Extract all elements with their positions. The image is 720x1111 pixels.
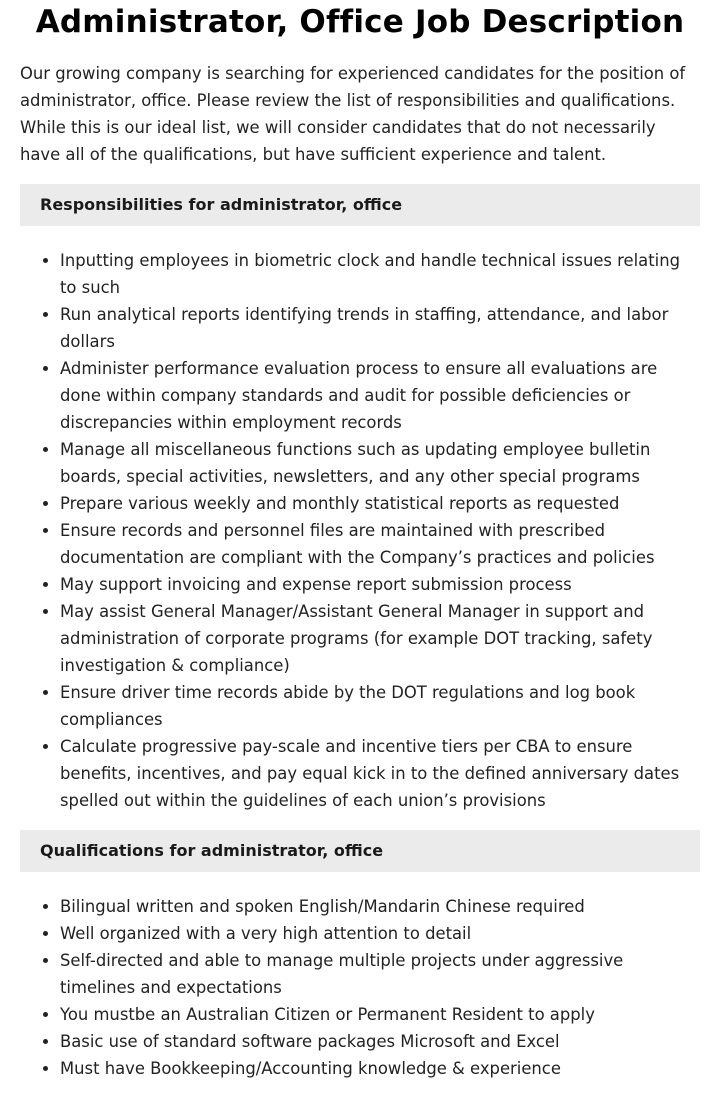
list-item: Inputting employees in biometric clock and handle technical issues relating to such — [60, 247, 700, 301]
list-item: Must have Bookkeeping/Accounting knowledge & experience — [60, 1055, 700, 1082]
list-item: May support invoicing and expense report submission process — [60, 571, 700, 598]
list-item: Calculate progressive pay-scale and incentive tiers per CBA to ensure benefits, incentives, and pay equal kick in to the defined anniversary dates spelled out within the guidelines of each union’s provisions — [60, 733, 700, 814]
list-item: You mustbe an Australian Citizen or Permanent Resident to apply — [60, 1001, 700, 1028]
list-item: Basic use of standard software packages Microsoft and Excel — [60, 1028, 700, 1055]
list-item: Prepare various weekly and monthly statistical reports as requested — [60, 490, 700, 517]
list-item: Well organized with a very high attention to detail — [60, 920, 700, 947]
list-item: Run analytical reports identifying trends in staffing, attendance, and labor dollars — [60, 301, 700, 355]
qualifications-heading: Qualifications for administrator, office — [20, 830, 700, 872]
list-item: Administer performance evaluation process to ensure all evaluations are done within company standards and audit for possible deficiencies or discrepancies within employment records — [60, 355, 700, 436]
responsibilities-heading: Responsibilities for administrator, office — [20, 184, 700, 226]
responsibilities-list — [20, 247, 700, 814]
list-item: Self-directed and able to manage multiple projects under aggressive timelines and expectations — [60, 947, 700, 1001]
qualifications-list — [20, 893, 700, 1082]
list-item: Ensure records and personnel files are maintained with prescribed documentation are compliant with the Company’s practices and policies — [60, 517, 700, 571]
list-item: Manage all miscellaneous functions such as updating employee bulletin boards, special activities, newsletters, and any other special programs — [60, 436, 700, 490]
list-item: Ensure driver time records abide by the DOT regulations and log book compliances — [60, 679, 700, 733]
list-item: May assist General Manager/Assistant General Manager in support and administration of corporate programs (for example DOT tracking, safety investigation & compliance) — [60, 598, 700, 679]
page-title: Administrator, Office Job Description — [35, 4, 685, 40]
intro-paragraph: Our growing company is searching for experienced candidates for the position of administrator, office. Please review the list of responsibilities and qualifications. While this is our ideal list, we will consider candidates that do not necessarily have all of the qualifications, but have sufficient experience and talent. — [20, 64, 686, 164]
list-item: Bilingual written and spoken English/Mandarin Chinese required — [60, 893, 700, 920]
